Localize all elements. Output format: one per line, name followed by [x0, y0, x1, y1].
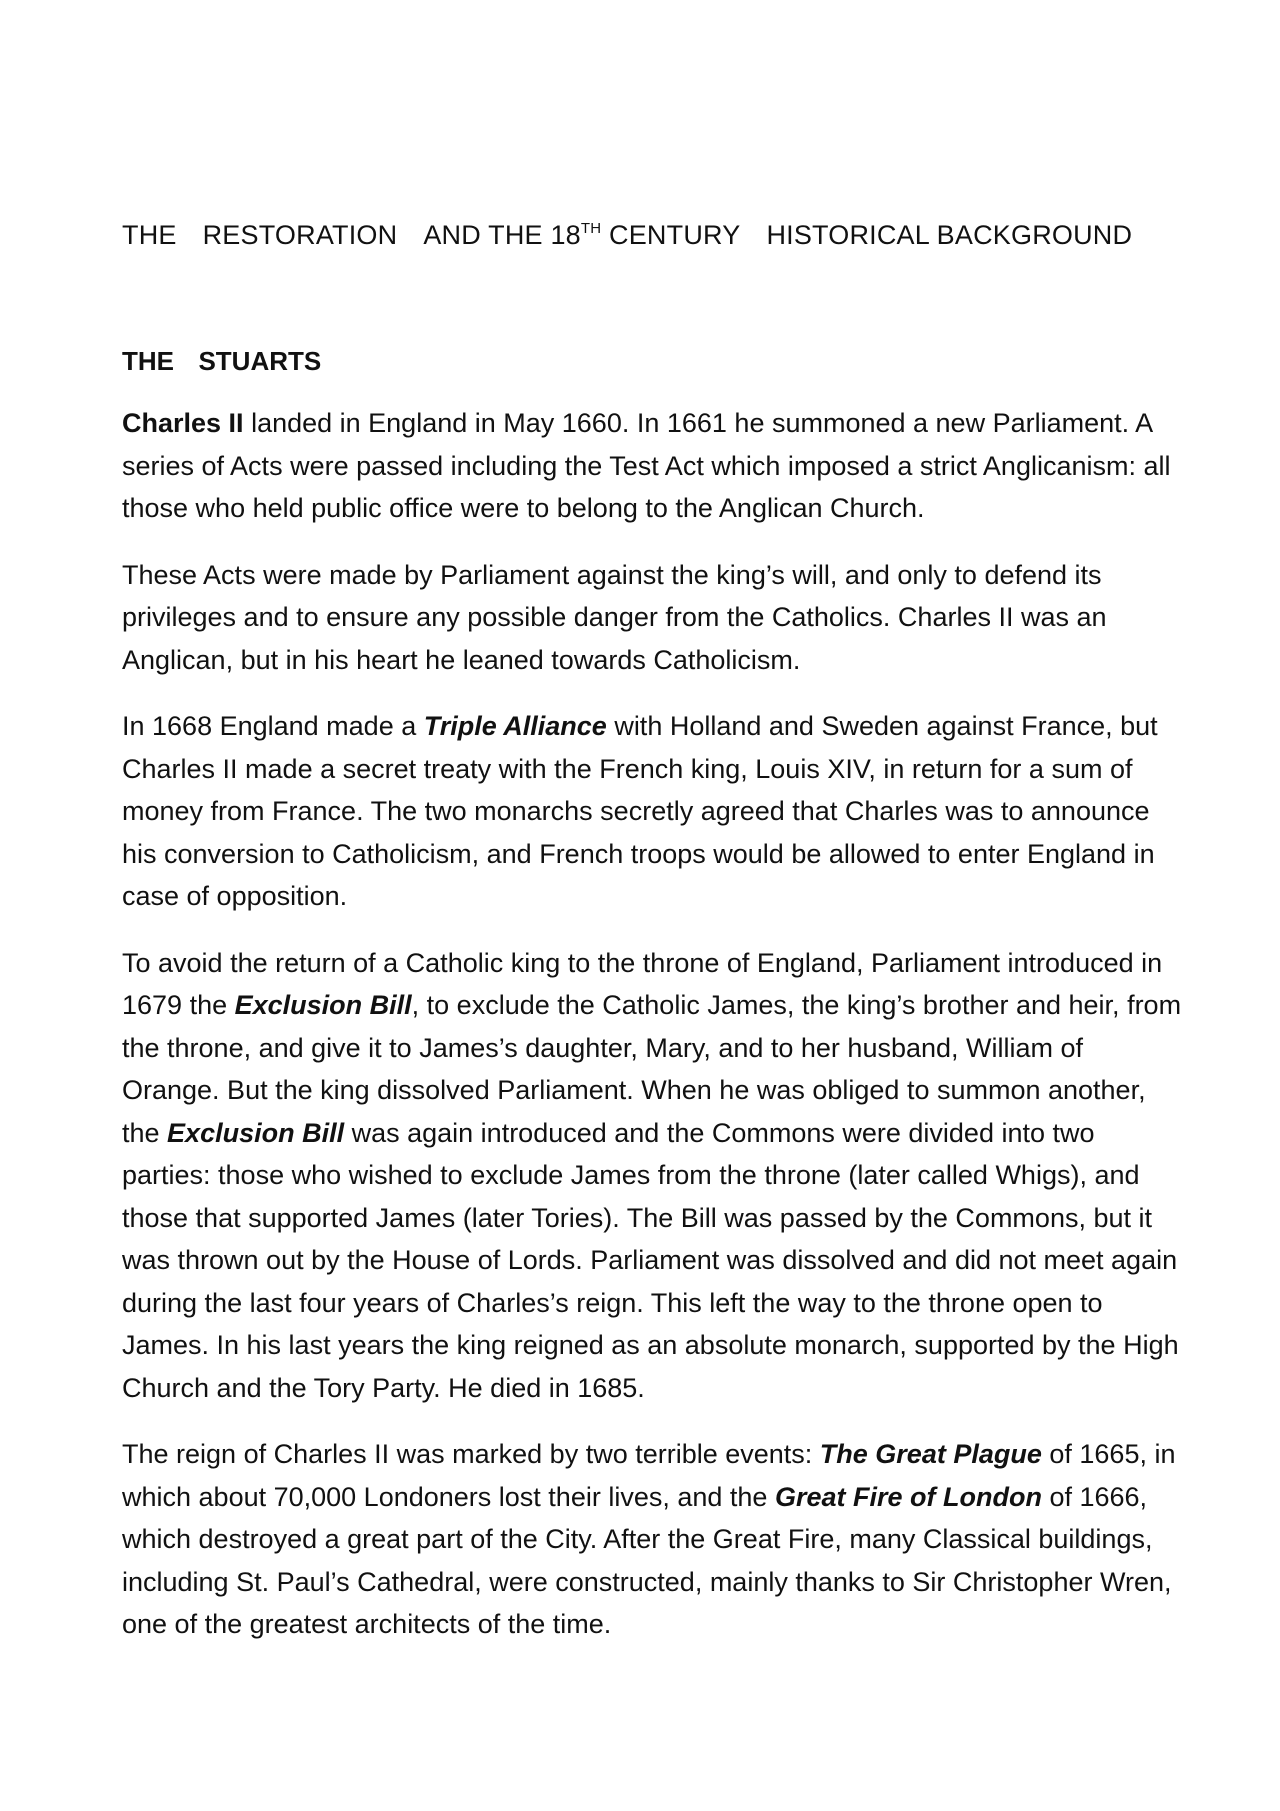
paragraph-3-emphasis-1: Triple Alliance — [423, 711, 607, 741]
paragraph-3 — [122, 705, 1182, 918]
paragraph-2-text: These Acts were made by Parliament against the king’s will, and only to defend its privileges and to ensure any possible danger from the Catholics. Charles II was an Anglican, but in his heart he leaned towards Catholicism. — [122, 559, 1107, 675]
paragraph-5-text-1: The reign of Charles II was marked by two terrible events: — [122, 1439, 820, 1469]
paragraph-3-text-1: In 1668 England made a — [122, 711, 424, 741]
document-title — [122, 216, 1182, 254]
paragraph-3-text-2: with Holland and Sweden against France, but Charles II made a secret treaty with the French king, Louis XIV, in return for a sum of money from France. The two monarchs secretly agreed that Charles was to announce his conversion to Catholicism, and French troops would be allowed to enter England in case of opposition. — [122, 711, 1158, 911]
paragraph-2 — [122, 554, 1182, 682]
section-heading: THE STUARTS — [122, 346, 322, 376]
paragraph-5-emphasis-1: The Great Plague — [819, 1439, 1042, 1469]
title-word-the: THE — [122, 220, 177, 250]
paragraph-4-text-2: , to exclude the Catholic James, the king’s brother and heir, from the throne, and give it to James’s daughter, Mary, and to her husband, William of Orange. But the king dissolved Parliament. When he was obliged to summon another, the — [122, 990, 1182, 1148]
paragraph-4-text-3: was again introduced and the Commons were divided into two parties: those who wished to exclude James from the throne (later called Whigs), and those that supported James (later Tories). The Bill was passed by the Commons, but it was thrown out by the House of Lords. Parliament was dissolved and did not meet again during the last four years of Charles’s reign. This left the way to the throne open to James. In his last years the king reigned as an absolute monarch, supported by the High Church and the Tory Party. He died in 1685. — [122, 1117, 1179, 1403]
paragraph-5-text-2: of 1665, in which about 70,000 Londoners lost their lives, and the — [122, 1439, 1176, 1512]
title-word-century: CENTURY — [609, 220, 741, 250]
paragraph-1-lead: Charles II — [122, 408, 244, 438]
paragraph-5-emphasis-2: Great Fire of London — [774, 1481, 1042, 1512]
paragraph-1 — [122, 402, 1182, 530]
title-superscript: TH — [580, 220, 602, 237]
paragraph-4 — [122, 942, 1182, 1410]
title-word-and-the-18: AND THE 18 — [423, 220, 581, 250]
paragraph-5-text-3: of 1666, which destroyed a great part of the City. After the Great Fire, many Classical buildings, including St. Paul’s Cathedral, were constructed, mainly thanks to Sir Christopher Wren, one of the greatest architects of the time. — [122, 1481, 1172, 1639]
document-page — [122, 216, 1182, 1646]
title-word-historical-background: HISTORICAL BACKGROUND — [766, 220, 1133, 250]
paragraph-5 — [122, 1433, 1182, 1646]
paragraph-1-text: landed in England in May 1660. In 1661 he summoned a new Parliament. A series of Acts were passed including the Test Act which imposed a strict Anglicanism: all those who held public office were to belong to the Anglican Church. — [122, 408, 1171, 523]
paragraph-4-emphasis-1: Exclusion Bill — [234, 990, 412, 1020]
paragraph-4-emphasis-2: Exclusion Bill — [167, 1117, 345, 1148]
title-word-restoration: RESTORATION — [202, 220, 398, 250]
paragraph-4-text-1: To avoid the return of a Catholic king to the throne of England, Parliament introduced in 1679 the — [122, 947, 1163, 1020]
